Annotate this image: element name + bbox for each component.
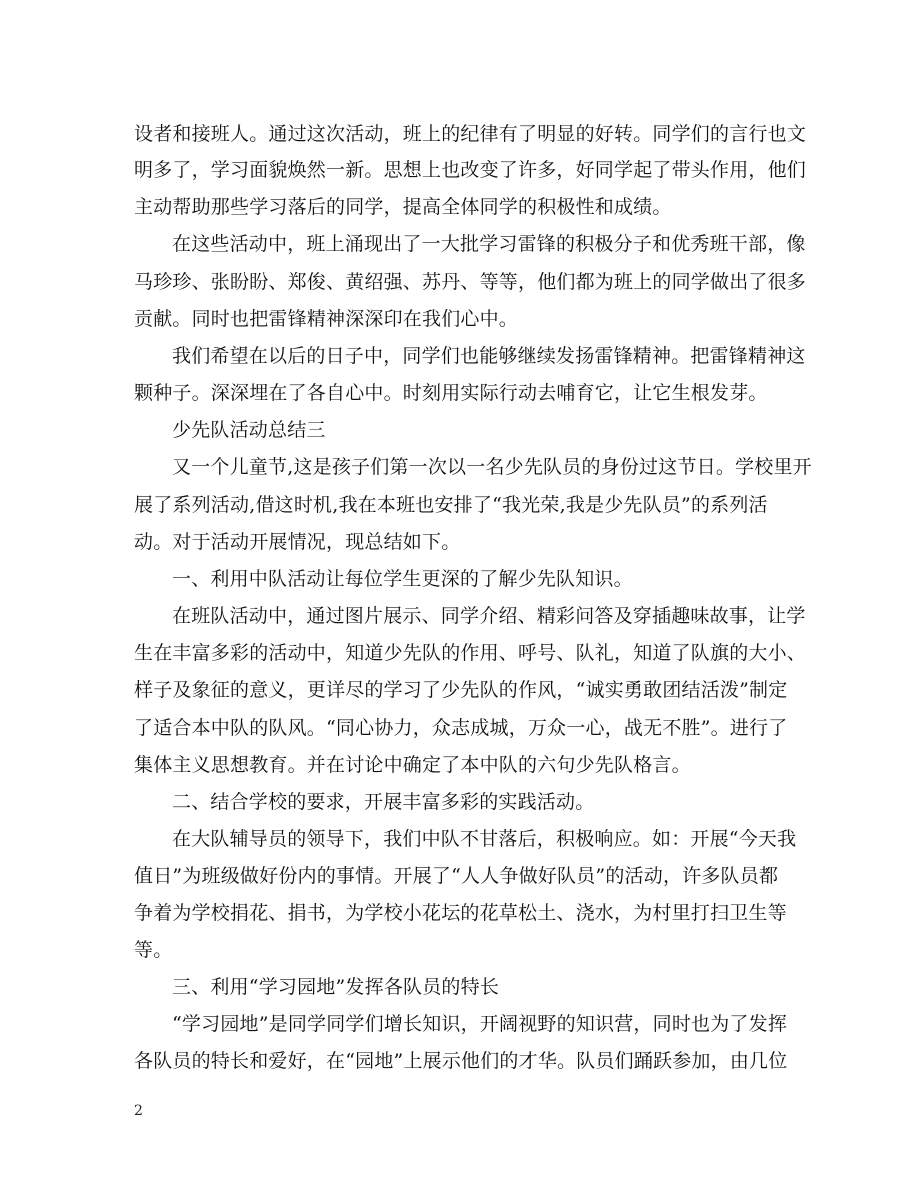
paragraph-line: 在大队辅导员的领导下，我们中队不甘落后，积极响应。如：开展“今天我	[172, 828, 797, 850]
paragraph-line: 三、利用“学习园地”发挥各队员的特长	[172, 976, 500, 998]
paragraph-line: “学习园地”是同学同学们增长知识，开阔视野的知识营，同时也为了发挥	[172, 1013, 788, 1035]
paragraph-line: 在这些活动中，班上涌现出了一大批学习雷锋的积极分子和优秀班干部，像	[172, 233, 806, 255]
paragraph-line: 设者和接班人。通过这次活动，班上的纪律有了明显的好转。同学们的言行也文	[134, 123, 807, 145]
page-number: 2	[134, 1103, 143, 1119]
paragraph-line: 样子及象征的意义，更详尽的学习了少先队的作风，“诚实勇敢团结活泼”制定	[134, 679, 788, 701]
paragraph-line: 贡献。同时也把雷锋精神深深印在我们心中。	[134, 308, 519, 330]
paragraph-line: 明多了，学习面貌焕然一新。思想上也改变了许多，好同学起了带头作用，他们	[134, 159, 807, 181]
paragraph-line: 颗种子。深深埋在了各自心中。时刻用实际行动去哺育它，让它生根发芽。	[134, 382, 768, 404]
paragraph-line: 值日”为班级做好份内的事情。开展了“人人争做好队员”的活动，许多队员都	[134, 865, 779, 887]
paragraph-line: 各队员的特长和爱好，在“园地”上展示他们的才华。队员们踊跃参加，由几位	[134, 1050, 788, 1072]
paragraph-line: 了适合本中队的队风。“同心协力，众志成城，万众一心，战无不胜”。进行了	[134, 717, 788, 739]
paragraph-line: 集体主义思想教育。并在讨论中确定了本中队的六句少先队格言。	[134, 754, 691, 776]
paragraph-line: 在班队活动中，通过图片展示、同学介绍、精彩问答及穿插趣味故事，让学	[172, 605, 806, 627]
paragraph-line: 主动帮助那些学习落后的同学，提高全体同学的积极性和成绩。	[134, 196, 672, 218]
paragraph-line: 展了系列活动,借这时机,我在本班也安排了“我光荣,我是少先队员”的系列活	[134, 494, 768, 516]
paragraph-line: 又一个儿童节,这是孩子们第一次以一名少先队员的身份过这节日。学校里开	[172, 456, 812, 478]
paragraph-line: 争着为学校捐花、捐书，为学校小花坛的花草松土、浇水，为村里打扫卫生等	[134, 902, 787, 924]
paragraph-line: 我们希望在以后的日子中，同学们也能够继续发扬雷锋精神。把雷锋精神这	[172, 345, 806, 367]
paragraph-line: 少先队活动总结三	[172, 419, 326, 441]
paragraph-line: 马珍珍、张盼盼、郑俊、黄绍强、苏丹、等等，他们都为班上的同学做出了很多	[134, 271, 807, 293]
paragraph-line: 一、利用中队活动让每位学生更深的了解少先队知识。	[172, 568, 633, 590]
paragraph-line: 动。对于活动开展情况，现总结如下。	[134, 531, 461, 553]
paragraph-line: 二、结合学校的要求，开展丰富多彩的实践活动。	[172, 791, 595, 813]
paragraph-line: 生在丰富多彩的活动中，知道少先队的作用、呼号、队礼，知道了队旗的大小、	[134, 642, 807, 664]
paragraph-line: 等。	[134, 939, 173, 961]
